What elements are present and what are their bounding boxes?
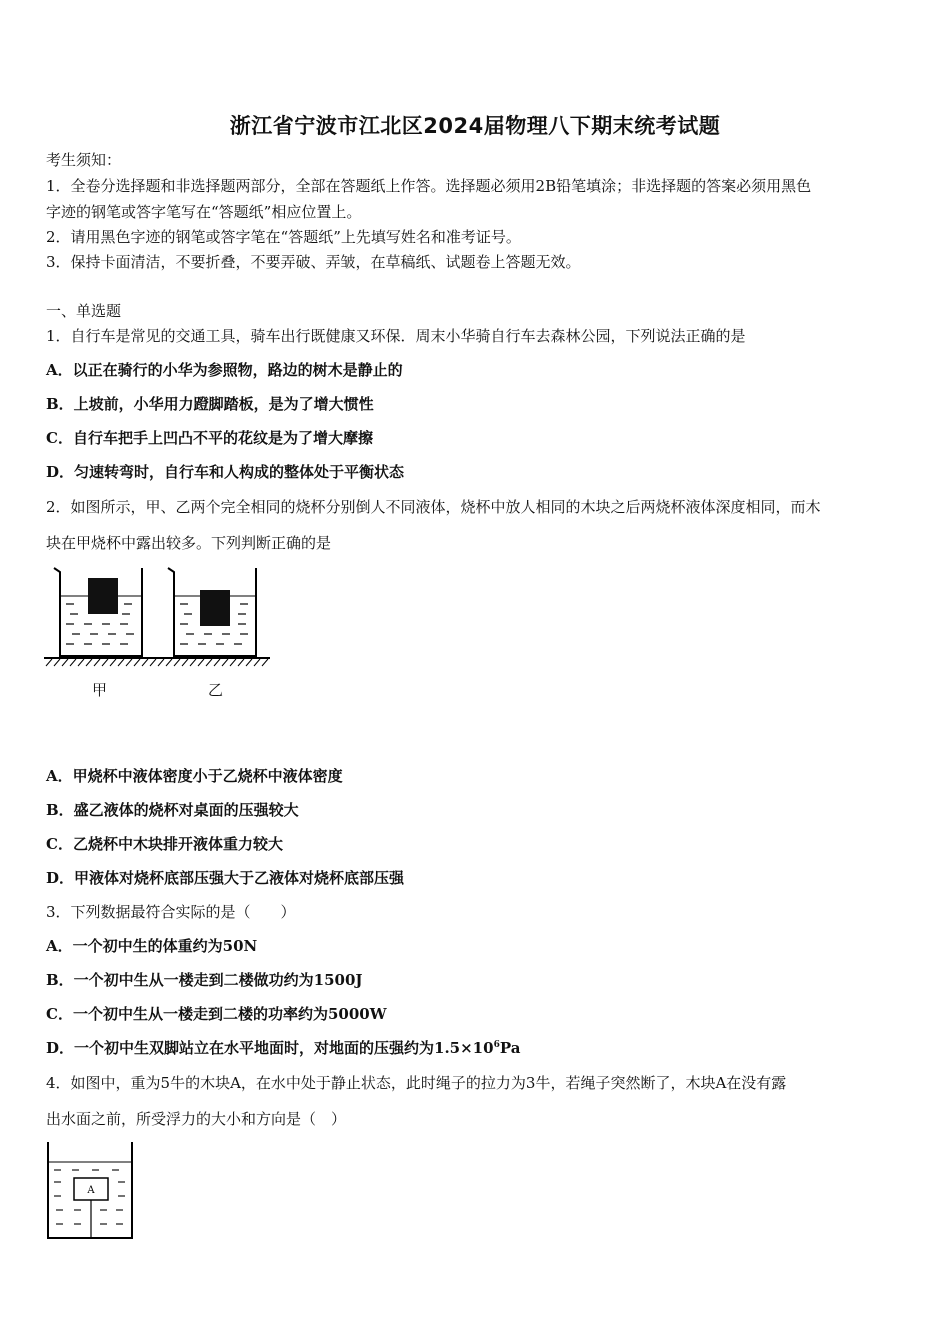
question-1-option-d: D．匀速转弯时，自行车和人构成的整体处于平衡状态 <box>46 463 405 481</box>
beakers-figure <box>44 562 274 702</box>
figure-label-yi: 乙 <box>208 681 224 699</box>
container-figure <box>44 1140 138 1242</box>
question-2-stem: 2．如图所示，甲、乙两个完全相同的烧杯分别倒人不同液体，烧杯中放人相同的木块之后两烧杯液体深度相同，而木 <box>46 498 821 516</box>
option-d-exponent: 6 <box>493 1040 500 1050</box>
option-d-text: D．一个初中生双脚站立在水平地面时，对地面的压强约为1.5×10 <box>46 1039 494 1057</box>
question-2-option-c: C．乙烧杯中木块排开液体重力较大 <box>46 835 283 853</box>
question-3-option-d <box>46 1038 520 1058</box>
question-3-option-c: C．一个初中生从一楼走到二楼的功率约为5000W <box>46 1005 387 1023</box>
question-1-option-c: C．自行车把手上凹凸不平的花纹是为了增大摩擦 <box>46 429 373 447</box>
notice-item: 2．请用黑色字迹的钢笔或答字笔在“答题纸”上先填写姓名和准考证号。 <box>46 228 521 246</box>
notice-item: 1．全卷分选择题和非选择题两部分，全部在答题纸上作答。选择题必须用2B铅笔填涂；非选择题的答案必须用黑色 <box>46 177 812 195</box>
question-3-option-a: A．一个初中生的体重约为50N <box>46 937 258 955</box>
question-2-option-a: A．甲烧杯中液体密度小于乙烧杯中液体密度 <box>46 767 343 785</box>
block-label: A <box>87 1185 95 1196</box>
question-2-option-d: D．甲液体对烧杯底部压强大于乙液体对烧杯底部压强 <box>46 869 405 887</box>
notice-heading: 考生须知： <box>46 151 122 169</box>
question-1-stem: 1．自行车是常见的交通工具，骑车出行既健康又环保．周末小华骑自行车去森林公园，下列说法正确的是 <box>46 327 746 345</box>
notice-item: 3．保持卡面清洁，不要折叠，不要弄破、弄皱，在草稿纸、试题卷上答题无效。 <box>46 253 581 271</box>
question-1-option-a: A．以正在骑行的小华为参照物，路边的树木是静止的 <box>46 361 403 379</box>
question-4-stem: 出水面之前，所受浮力的大小和方向是（ ） <box>46 1110 347 1128</box>
question-4-stem: 4．如图中，重为5牛的木块A，在水中处于静止状态，此时绳子的拉力为3牛，若绳子突然断了，木块A在没有露 <box>46 1074 787 1092</box>
question-3-stem: 3．下列数据最符合实际的是（ ） <box>46 903 296 921</box>
notice-item: 字迹的钢笔或答字笔写在“答题纸”相应位置上。 <box>46 203 362 221</box>
section-heading: 一、单选题 <box>46 302 122 320</box>
question-2-option-b: B．盛乙液体的烧杯对桌面的压强较大 <box>46 801 299 819</box>
question-1-option-b: B．上坡前，小华用力蹬脚踏板，是为了增大惯性 <box>46 395 374 413</box>
page-title: 浙江省宁波市江北区2024届物理八下期末统考试题 <box>229 114 721 138</box>
question-3-option-b: B．一个初中生从一楼走到二楼做功约为1500J <box>46 971 363 989</box>
question-2-stem: 块在甲烧杯中露出较多。下列判断正确的是 <box>46 534 332 552</box>
figure-label-jia: 甲 <box>92 681 108 699</box>
option-d-unit: Pa <box>499 1039 521 1057</box>
